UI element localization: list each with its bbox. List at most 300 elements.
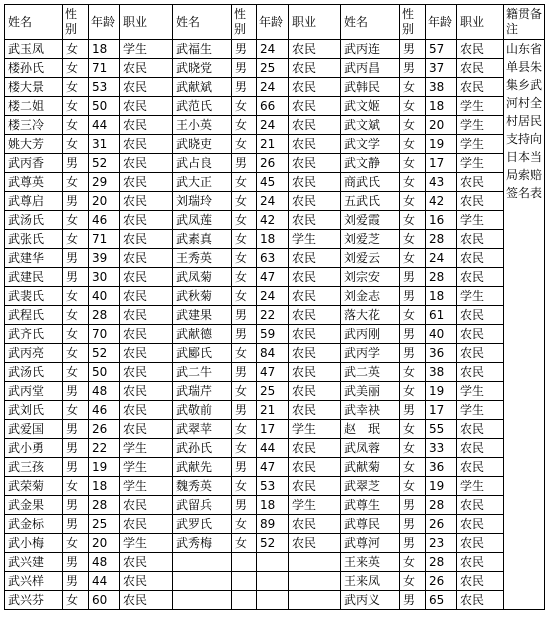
table-row bbox=[5, 496, 545, 515]
cell-sex: 男 bbox=[232, 325, 257, 344]
cell-job bbox=[289, 591, 341, 610]
cell-age: 17 bbox=[426, 154, 457, 173]
cell-job: 学生 bbox=[457, 154, 504, 173]
cell-age: 40 bbox=[426, 325, 457, 344]
cell-job: 农民 bbox=[289, 344, 341, 363]
cell-job: 农民 bbox=[289, 78, 341, 97]
cell-sex: 男 bbox=[63, 192, 89, 211]
cell-name: 武丙刚 bbox=[341, 325, 400, 344]
cell-job: 农民 bbox=[457, 230, 504, 249]
cell-age: 21 bbox=[257, 135, 289, 154]
cell-job: 农民 bbox=[289, 515, 341, 534]
cell-job: 农民 bbox=[289, 59, 341, 78]
cell-sex: 女 bbox=[232, 97, 257, 116]
cell-sex: 女 bbox=[63, 287, 89, 306]
cell-job: 农民 bbox=[120, 420, 173, 439]
cell-sex: 男 bbox=[400, 268, 426, 287]
header-age: 年龄 bbox=[89, 5, 120, 40]
cell-name: 武文学 bbox=[341, 135, 400, 154]
cell-age: 50 bbox=[89, 363, 120, 382]
cell-name: 楼大景 bbox=[5, 78, 63, 97]
cell-job: 学生 bbox=[120, 534, 173, 553]
cell-sex: 女 bbox=[63, 401, 89, 420]
cell-age: 28 bbox=[89, 496, 120, 515]
cell-age: 59 bbox=[257, 325, 289, 344]
cell-job: 农民 bbox=[457, 496, 504, 515]
table-row bbox=[5, 97, 545, 116]
cell-name: 武齐氏 bbox=[5, 325, 63, 344]
cell-name: 武刘氏 bbox=[5, 401, 63, 420]
cell-name: 刘爱霞 bbox=[341, 211, 400, 230]
cell-age: 36 bbox=[426, 344, 457, 363]
table-row bbox=[5, 477, 545, 496]
cell-sex: 男 bbox=[400, 534, 426, 553]
header-sex: 性别 bbox=[232, 5, 257, 40]
cell-name: 武裴氏 bbox=[5, 287, 63, 306]
cell-sex: 女 bbox=[63, 78, 89, 97]
cell-job: 农民 bbox=[457, 268, 504, 287]
cell-name: 武范氏 bbox=[173, 97, 232, 116]
table-row bbox=[5, 59, 545, 78]
table-row bbox=[5, 439, 545, 458]
cell-job: 农民 bbox=[120, 287, 173, 306]
cell-name: 武文静 bbox=[341, 154, 400, 173]
cell-name: 武尊英 bbox=[5, 173, 63, 192]
table-row bbox=[5, 211, 545, 230]
cell-sex: 女 bbox=[232, 192, 257, 211]
table-row bbox=[5, 287, 545, 306]
cell-age: 17 bbox=[257, 420, 289, 439]
cell-job: 农民 bbox=[289, 173, 341, 192]
cell-age: 16 bbox=[426, 211, 457, 230]
cell-age: 52 bbox=[89, 154, 120, 173]
cell-job: 农民 bbox=[289, 458, 341, 477]
cell-sex: 女 bbox=[400, 477, 426, 496]
table-row bbox=[5, 306, 545, 325]
cell-name: 武金标 bbox=[5, 515, 63, 534]
cell-sex: 女 bbox=[63, 211, 89, 230]
cell-age: 63 bbox=[257, 249, 289, 268]
cell-sex: 女 bbox=[232, 439, 257, 458]
cell-job: 农民 bbox=[289, 211, 341, 230]
cell-job: 农民 bbox=[457, 534, 504, 553]
cell-sex: 女 bbox=[400, 116, 426, 135]
cell-name: 武秀梅 bbox=[173, 534, 232, 553]
cell-age: 28 bbox=[426, 230, 457, 249]
cell-sex: 女 bbox=[63, 116, 89, 135]
cell-name: 武素真 bbox=[173, 230, 232, 249]
cell-age: 17 bbox=[426, 401, 457, 420]
cell-job: 学生 bbox=[457, 477, 504, 496]
cell-name: 武孙氏 bbox=[173, 439, 232, 458]
cell-name: 武韩民 bbox=[341, 78, 400, 97]
cell-sex: 女 bbox=[232, 211, 257, 230]
roster-body bbox=[5, 40, 545, 610]
cell-age bbox=[257, 572, 289, 591]
header-row bbox=[5, 5, 545, 40]
cell-age: 19 bbox=[426, 477, 457, 496]
cell-name: 武爱国 bbox=[5, 420, 63, 439]
cell-job: 农民 bbox=[289, 268, 341, 287]
cell-name: 武尊民 bbox=[341, 515, 400, 534]
cell-age: 25 bbox=[257, 382, 289, 401]
cell-age: 22 bbox=[257, 306, 289, 325]
cell-age: 53 bbox=[89, 78, 120, 97]
cell-name: 刘爱云 bbox=[341, 249, 400, 268]
cell-sex: 女 bbox=[400, 458, 426, 477]
cell-name: 楼孙氏 bbox=[5, 59, 63, 78]
cell-name: 刘宗安 bbox=[341, 268, 400, 287]
cell-age: 38 bbox=[426, 363, 457, 382]
cell-name: 武大正 bbox=[173, 173, 232, 192]
cell-age: 46 bbox=[89, 401, 120, 420]
cell-name: 王小英 bbox=[173, 116, 232, 135]
cell-age: 44 bbox=[89, 572, 120, 591]
cell-job: 农民 bbox=[289, 192, 341, 211]
cell-age: 22 bbox=[89, 439, 120, 458]
cell-age: 38 bbox=[426, 78, 457, 97]
cell-sex: 女 bbox=[400, 420, 426, 439]
cell-name: 武丙连 bbox=[341, 40, 400, 59]
cell-age: 28 bbox=[426, 268, 457, 287]
cell-job: 学生 bbox=[457, 211, 504, 230]
cell-sex: 男 bbox=[63, 249, 89, 268]
cell-job: 农民 bbox=[120, 325, 173, 344]
cell-job: 农民 bbox=[457, 192, 504, 211]
cell-age bbox=[257, 553, 289, 572]
cell-age: 26 bbox=[89, 420, 120, 439]
cell-age: 89 bbox=[257, 515, 289, 534]
table-row bbox=[5, 40, 545, 59]
cell-sex: 女 bbox=[232, 344, 257, 363]
cell-job: 农民 bbox=[289, 534, 341, 553]
cell-age: 48 bbox=[89, 382, 120, 401]
cell-job: 农民 bbox=[289, 116, 341, 135]
cell-age: 42 bbox=[257, 211, 289, 230]
cell-age: 20 bbox=[426, 116, 457, 135]
cell-age: 30 bbox=[89, 268, 120, 287]
cell-job: 农民 bbox=[457, 420, 504, 439]
cell-age: 55 bbox=[426, 420, 457, 439]
cell-job: 农民 bbox=[289, 154, 341, 173]
header-job: 职业 bbox=[120, 5, 173, 40]
cell-job: 农民 bbox=[457, 173, 504, 192]
cell-job: 农民 bbox=[120, 59, 173, 78]
cell-sex: 女 bbox=[232, 116, 257, 135]
table-row bbox=[5, 363, 545, 382]
cell-age: 66 bbox=[257, 97, 289, 116]
cell-name: 武凤蓉 bbox=[341, 439, 400, 458]
cell-sex: 女 bbox=[400, 78, 426, 97]
cell-age: 50 bbox=[89, 97, 120, 116]
cell-job: 农民 bbox=[120, 515, 173, 534]
cell-sex: 男 bbox=[232, 306, 257, 325]
cell-age: 24 bbox=[257, 192, 289, 211]
cell-sex: 女 bbox=[232, 173, 257, 192]
table-row bbox=[5, 420, 545, 439]
cell-job: 农民 bbox=[457, 439, 504, 458]
cell-job: 农民 bbox=[289, 287, 341, 306]
note-cell: 山东省单县朱集乡武河村全村居民支持向日本当局索赔签名表 bbox=[504, 40, 545, 610]
cell-name: 武献德 bbox=[173, 325, 232, 344]
cell-sex: 男 bbox=[400, 344, 426, 363]
cell-age: 28 bbox=[426, 496, 457, 515]
cell-age: 45 bbox=[257, 173, 289, 192]
cell-sex: 男 bbox=[63, 420, 89, 439]
cell-age: 21 bbox=[257, 401, 289, 420]
cell-sex: 女 bbox=[400, 173, 426, 192]
cell-sex: 女 bbox=[400, 306, 426, 325]
cell-name: 武凤莲 bbox=[173, 211, 232, 230]
cell-age: 65 bbox=[426, 591, 457, 610]
cell-name: 武翠芝 bbox=[341, 477, 400, 496]
cell-name: 刘金志 bbox=[341, 287, 400, 306]
cell-name: 楼二姐 bbox=[5, 97, 63, 116]
cell-name: 武丙香 bbox=[5, 154, 63, 173]
cell-age: 43 bbox=[426, 173, 457, 192]
cell-job: 农民 bbox=[457, 306, 504, 325]
cell-sex: 女 bbox=[232, 287, 257, 306]
cell-sex: 女 bbox=[400, 572, 426, 591]
cell-age: 60 bbox=[89, 591, 120, 610]
table-row bbox=[5, 249, 545, 268]
cell-sex: 女 bbox=[400, 382, 426, 401]
cell-name: 武汤氏 bbox=[5, 363, 63, 382]
cell-age: 28 bbox=[89, 306, 120, 325]
header-note: 籍贯备注 bbox=[504, 5, 545, 40]
cell-name: 武三孩 bbox=[5, 458, 63, 477]
cell-sex: 女 bbox=[400, 192, 426, 211]
cell-name: 武献斌 bbox=[173, 78, 232, 97]
cell-age: 52 bbox=[257, 534, 289, 553]
cell-name: 武丙堂 bbox=[5, 382, 63, 401]
cell-age: 44 bbox=[257, 439, 289, 458]
cell-sex: 女 bbox=[232, 382, 257, 401]
cell-sex: 女 bbox=[63, 325, 89, 344]
cell-job: 学生 bbox=[120, 439, 173, 458]
cell-age: 24 bbox=[426, 249, 457, 268]
cell-age: 42 bbox=[426, 192, 457, 211]
cell-name: 武荣菊 bbox=[5, 477, 63, 496]
table-row bbox=[5, 173, 545, 192]
cell-job: 农民 bbox=[457, 344, 504, 363]
cell-age: 24 bbox=[257, 40, 289, 59]
header-job: 职业 bbox=[457, 5, 504, 40]
cell-age: 47 bbox=[257, 458, 289, 477]
cell-name: 武兴样 bbox=[5, 572, 63, 591]
signature-roster-table bbox=[4, 4, 545, 610]
cell-name: 武兴建 bbox=[5, 553, 63, 572]
cell-job: 农民 bbox=[120, 401, 173, 420]
cell-sex: 男 bbox=[400, 40, 426, 59]
header-job: 职业 bbox=[289, 5, 341, 40]
cell-name: 武二牛 bbox=[173, 363, 232, 382]
cell-age: 26 bbox=[426, 515, 457, 534]
cell-sex: 女 bbox=[232, 249, 257, 268]
cell-age: 18 bbox=[257, 496, 289, 515]
cell-sex: 男 bbox=[232, 40, 257, 59]
table-row bbox=[5, 116, 545, 135]
cell-name: 武金果 bbox=[5, 496, 63, 515]
cell-sex: 男 bbox=[63, 268, 89, 287]
cell-name: 姚大芳 bbox=[5, 135, 63, 154]
cell-name: 武尊河 bbox=[341, 534, 400, 553]
cell-age: 28 bbox=[426, 553, 457, 572]
cell-name bbox=[173, 591, 232, 610]
cell-job: 农民 bbox=[289, 401, 341, 420]
cell-sex: 男 bbox=[63, 458, 89, 477]
cell-name: 王秀英 bbox=[173, 249, 232, 268]
cell-age: 47 bbox=[257, 268, 289, 287]
table-row bbox=[5, 401, 545, 420]
table-row bbox=[5, 192, 545, 211]
cell-name bbox=[173, 572, 232, 591]
cell-name: 刘瑞玲 bbox=[173, 192, 232, 211]
table-row bbox=[5, 515, 545, 534]
cell-sex: 男 bbox=[400, 401, 426, 420]
header-name: 姓名 bbox=[173, 5, 232, 40]
table-row bbox=[5, 458, 545, 477]
cell-job: 农民 bbox=[289, 382, 341, 401]
cell-sex: 男 bbox=[232, 59, 257, 78]
cell-age: 25 bbox=[257, 59, 289, 78]
cell-age: 31 bbox=[89, 135, 120, 154]
cell-age: 40 bbox=[89, 287, 120, 306]
cell-name: 武程氏 bbox=[5, 306, 63, 325]
header-name: 姓名 bbox=[5, 5, 63, 40]
cell-job: 农民 bbox=[289, 325, 341, 344]
table-row bbox=[5, 591, 545, 610]
cell-name: 武幸袂 bbox=[341, 401, 400, 420]
cell-job: 农民 bbox=[457, 458, 504, 477]
cell-sex: 男 bbox=[232, 401, 257, 420]
cell-name: 武建民 bbox=[5, 268, 63, 287]
cell-name: 武福生 bbox=[173, 40, 232, 59]
cell-name: 武晓吏 bbox=[173, 135, 232, 154]
cell-name: 武敬前 bbox=[173, 401, 232, 420]
cell-job bbox=[289, 572, 341, 591]
cell-sex: 女 bbox=[63, 230, 89, 249]
cell-name: 武建果 bbox=[173, 306, 232, 325]
cell-job: 学生 bbox=[289, 420, 341, 439]
cell-name: 武小勇 bbox=[5, 439, 63, 458]
cell-sex: 男 bbox=[400, 325, 426, 344]
cell-job: 农民 bbox=[457, 78, 504, 97]
cell-name: 刘爱芝 bbox=[341, 230, 400, 249]
cell-name: 王来凤 bbox=[341, 572, 400, 591]
table-row bbox=[5, 78, 545, 97]
cell-sex: 女 bbox=[63, 97, 89, 116]
cell-age: 19 bbox=[89, 458, 120, 477]
cell-job: 农民 bbox=[120, 192, 173, 211]
cell-sex: 女 bbox=[63, 534, 89, 553]
cell-sex: 男 bbox=[232, 78, 257, 97]
cell-job: 农民 bbox=[457, 40, 504, 59]
cell-sex: 女 bbox=[63, 135, 89, 154]
cell-sex: 女 bbox=[400, 439, 426, 458]
cell-name: 武兴芬 bbox=[5, 591, 63, 610]
cell-job: 学生 bbox=[457, 401, 504, 420]
cell-sex: 男 bbox=[63, 439, 89, 458]
cell-age: 20 bbox=[89, 534, 120, 553]
cell-job: 农民 bbox=[120, 230, 173, 249]
cell-age: 29 bbox=[89, 173, 120, 192]
cell-job: 学生 bbox=[457, 135, 504, 154]
cell-sex: 男 bbox=[232, 363, 257, 382]
table-row bbox=[5, 230, 545, 249]
cell-name: 武张氏 bbox=[5, 230, 63, 249]
cell-sex: 女 bbox=[232, 534, 257, 553]
cell-sex: 女 bbox=[400, 135, 426, 154]
cell-name: 楼三冷 bbox=[5, 116, 63, 135]
cell-sex bbox=[232, 553, 257, 572]
table-row bbox=[5, 325, 545, 344]
cell-name bbox=[173, 553, 232, 572]
table-row bbox=[5, 344, 545, 363]
cell-name: 武丙昌 bbox=[341, 59, 400, 78]
cell-job: 学生 bbox=[457, 382, 504, 401]
cell-sex: 女 bbox=[232, 420, 257, 439]
cell-age: 23 bbox=[426, 534, 457, 553]
cell-sex: 女 bbox=[63, 363, 89, 382]
cell-age: 25 bbox=[89, 515, 120, 534]
cell-name: 武尊生 bbox=[341, 496, 400, 515]
cell-job: 学生 bbox=[457, 97, 504, 116]
cell-job: 农民 bbox=[120, 496, 173, 515]
cell-age: 70 bbox=[89, 325, 120, 344]
cell-job: 农民 bbox=[120, 268, 173, 287]
cell-age: 24 bbox=[257, 287, 289, 306]
header-sex: 性别 bbox=[63, 5, 89, 40]
cell-age: 26 bbox=[257, 154, 289, 173]
cell-name: 武玉凤 bbox=[5, 40, 63, 59]
cell-sex: 女 bbox=[63, 59, 89, 78]
cell-age: 18 bbox=[257, 230, 289, 249]
cell-job: 农民 bbox=[120, 249, 173, 268]
cell-job: 农民 bbox=[289, 306, 341, 325]
cell-job: 学生 bbox=[457, 116, 504, 135]
cell-job: 农民 bbox=[289, 40, 341, 59]
cell-age: 71 bbox=[89, 59, 120, 78]
cell-job: 农民 bbox=[120, 173, 173, 192]
cell-job: 农民 bbox=[289, 477, 341, 496]
cell-job bbox=[289, 553, 341, 572]
cell-age: 52 bbox=[89, 344, 120, 363]
cell-job: 农民 bbox=[120, 116, 173, 135]
cell-job: 农民 bbox=[120, 211, 173, 230]
cell-age: 47 bbox=[257, 363, 289, 382]
cell-age: 26 bbox=[426, 572, 457, 591]
cell-job: 农民 bbox=[457, 591, 504, 610]
cell-age: 19 bbox=[426, 382, 457, 401]
cell-job: 农民 bbox=[120, 344, 173, 363]
cell-sex: 女 bbox=[400, 97, 426, 116]
cell-sex: 女 bbox=[400, 230, 426, 249]
cell-name: 商武氏 bbox=[341, 173, 400, 192]
cell-sex bbox=[232, 591, 257, 610]
cell-age: 61 bbox=[426, 306, 457, 325]
cell-age: 24 bbox=[257, 78, 289, 97]
cell-job: 学生 bbox=[289, 230, 341, 249]
header-name: 姓名 bbox=[341, 5, 400, 40]
header-age: 年龄 bbox=[426, 5, 457, 40]
cell-name: 魏秀英 bbox=[173, 477, 232, 496]
cell-sex: 男 bbox=[232, 496, 257, 515]
cell-age: 48 bbox=[89, 553, 120, 572]
cell-job: 农民 bbox=[289, 363, 341, 382]
cell-sex: 男 bbox=[63, 572, 89, 591]
cell-job: 农民 bbox=[457, 515, 504, 534]
